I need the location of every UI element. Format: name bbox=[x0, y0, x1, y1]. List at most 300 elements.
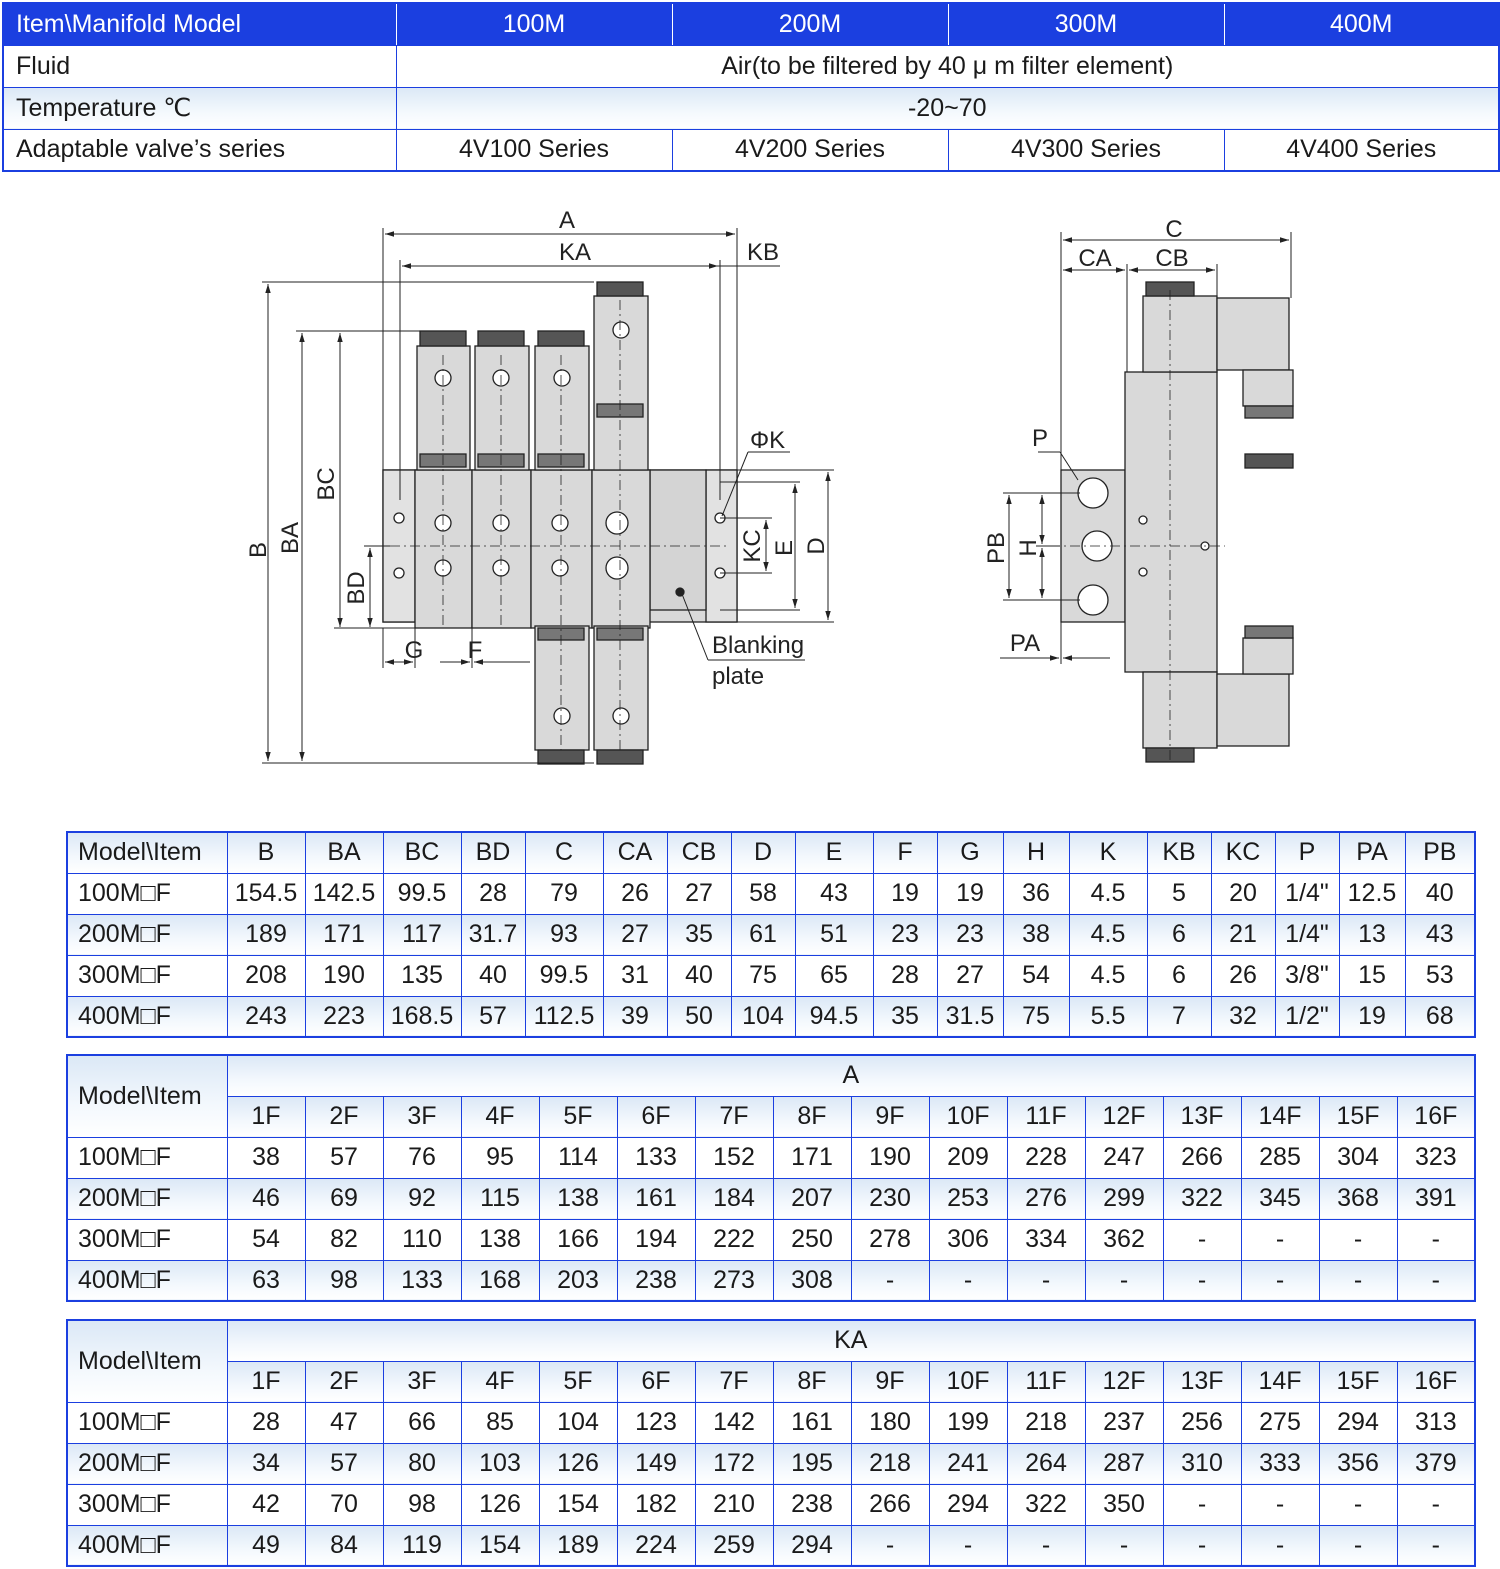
column-header: 5F bbox=[539, 1096, 617, 1137]
label-cb: CB bbox=[1155, 245, 1189, 272]
table-cell: 310 bbox=[1163, 1443, 1241, 1484]
table-cell: 54 bbox=[1003, 955, 1069, 996]
row-model: 400M□F bbox=[67, 996, 227, 1037]
label-phik: ΦK bbox=[750, 427, 786, 454]
table-cell: 58 bbox=[731, 873, 795, 914]
table-cell: 230 bbox=[851, 1178, 929, 1219]
table-cell: 308 bbox=[773, 1260, 851, 1301]
spec-fluid-label: Fluid bbox=[3, 45, 396, 87]
table-cell: 31 bbox=[603, 955, 667, 996]
table-row bbox=[67, 955, 1475, 996]
col-header: BD bbox=[461, 832, 525, 873]
column-header: 9F bbox=[851, 1361, 929, 1402]
table-cell: 190 bbox=[851, 1137, 929, 1178]
table-cell: 43 bbox=[1405, 914, 1475, 955]
label-d: D bbox=[803, 537, 830, 555]
table-cell: 171 bbox=[773, 1137, 851, 1178]
table-cell: 133 bbox=[617, 1137, 695, 1178]
table-cell: 103 bbox=[461, 1443, 539, 1484]
table-cell: 253 bbox=[929, 1178, 1007, 1219]
dimension-corner: Model\Item bbox=[67, 832, 227, 873]
table-cell: 218 bbox=[851, 1443, 929, 1484]
spec-row-fluid bbox=[3, 45, 1499, 87]
spec-series-100m: 4V100 Series bbox=[396, 129, 672, 171]
table-cell: - bbox=[851, 1260, 929, 1301]
table-cell: 138 bbox=[539, 1178, 617, 1219]
label-p: P bbox=[1031, 425, 1049, 452]
table-cell: 53 bbox=[1405, 955, 1475, 996]
table-cell: - bbox=[1397, 1219, 1475, 1260]
label-ba: BA bbox=[277, 521, 304, 555]
table-cell: 34 bbox=[227, 1443, 305, 1484]
table-row bbox=[67, 1402, 1475, 1443]
table-cell: 224 bbox=[617, 1525, 695, 1566]
a-dimension-table bbox=[66, 1054, 1476, 1302]
table-cell: 356 bbox=[1319, 1443, 1397, 1484]
col-header: C bbox=[525, 832, 603, 873]
table-cell: 189 bbox=[539, 1525, 617, 1566]
table-row bbox=[67, 1219, 1475, 1260]
side-coil-top bbox=[1143, 296, 1217, 372]
spec-series-300m: 4V300 Series bbox=[948, 129, 1224, 171]
spec-header-300m: 300M bbox=[948, 3, 1224, 45]
table-cell: 334 bbox=[1007, 1219, 1085, 1260]
table-cell: 294 bbox=[773, 1525, 851, 1566]
table-cell: - bbox=[1397, 1260, 1475, 1301]
table-cell: 161 bbox=[773, 1402, 851, 1443]
table-cell: 4.5 bbox=[1069, 873, 1147, 914]
label-pa: PA bbox=[1009, 630, 1041, 657]
table-cell: 76 bbox=[383, 1137, 461, 1178]
spec-header-item: Item\Manifold Model bbox=[3, 3, 396, 45]
column-header: 16F bbox=[1397, 1096, 1475, 1137]
table-row bbox=[67, 1137, 1475, 1178]
table-cell: 243 bbox=[227, 996, 305, 1037]
table-cell: 294 bbox=[929, 1484, 1007, 1525]
label-g: G bbox=[404, 637, 424, 664]
table-cell: 115 bbox=[461, 1178, 539, 1219]
table-cell: 259 bbox=[695, 1525, 773, 1566]
column-header: 12F bbox=[1085, 1096, 1163, 1137]
table-cell: - bbox=[1397, 1525, 1475, 1566]
table-cell: 207 bbox=[773, 1178, 851, 1219]
table-cell: 166 bbox=[539, 1219, 617, 1260]
a-title-row bbox=[67, 1055, 1475, 1096]
column-header: 6F bbox=[617, 1096, 695, 1137]
table-cell: 313 bbox=[1397, 1402, 1475, 1443]
table-cell: 80 bbox=[383, 1443, 461, 1484]
table-cell: 35 bbox=[667, 914, 731, 955]
table-cell: 69 bbox=[305, 1178, 383, 1219]
table-cell: 23 bbox=[937, 914, 1003, 955]
col-header: BC bbox=[383, 832, 461, 873]
table-cell: 40 bbox=[461, 955, 525, 996]
table-cell: 287 bbox=[1085, 1443, 1163, 1484]
side-view bbox=[1050, 282, 1293, 762]
valve-body-4 bbox=[592, 470, 650, 628]
a-title: A bbox=[227, 1055, 1475, 1096]
col-header: G bbox=[937, 832, 1003, 873]
a-column-row bbox=[67, 1096, 1475, 1137]
table-cell: 99.5 bbox=[383, 873, 461, 914]
table-cell: 38 bbox=[1003, 914, 1069, 955]
table-cell: 379 bbox=[1397, 1443, 1475, 1484]
spec-header-200m: 200M bbox=[672, 3, 948, 45]
table-cell: 65 bbox=[795, 955, 873, 996]
label-blanking: Blanking bbox=[712, 632, 805, 659]
table-cell: 93 bbox=[525, 914, 603, 955]
table-cell: 275 bbox=[1241, 1402, 1319, 1443]
row-model: 100M□F bbox=[67, 1137, 227, 1178]
table-cell: 112.5 bbox=[525, 996, 603, 1037]
table-cell: 237 bbox=[1085, 1402, 1163, 1443]
label-ca: CA bbox=[1078, 245, 1112, 272]
col-header: PA bbox=[1339, 832, 1405, 873]
col-header: K bbox=[1069, 832, 1147, 873]
table-cell: 49 bbox=[227, 1525, 305, 1566]
table-cell: 333 bbox=[1241, 1443, 1319, 1484]
table-cell: 95 bbox=[461, 1137, 539, 1178]
column-header: 3F bbox=[383, 1361, 461, 1402]
column-header: 16F bbox=[1397, 1361, 1475, 1402]
table-cell: 36 bbox=[1003, 873, 1069, 914]
table-cell: 19 bbox=[937, 873, 1003, 914]
label-h: H bbox=[1015, 539, 1042, 557]
table-cell: 31.5 bbox=[937, 996, 1003, 1037]
label-plate: plate bbox=[712, 663, 765, 690]
ka-title-row bbox=[67, 1320, 1475, 1361]
col-header: CA bbox=[603, 832, 667, 873]
table-cell: 79 bbox=[525, 873, 603, 914]
table-cell: 247 bbox=[1085, 1137, 1163, 1178]
table-cell: 228 bbox=[1007, 1137, 1085, 1178]
spec-row-temperature bbox=[3, 87, 1499, 129]
row-model: 200M□F bbox=[67, 1178, 227, 1219]
column-header: 14F bbox=[1241, 1361, 1319, 1402]
table-cell: 142 bbox=[695, 1402, 773, 1443]
column-header: 15F bbox=[1319, 1361, 1397, 1402]
table-cell: 306 bbox=[929, 1219, 1007, 1260]
label-b: B bbox=[245, 541, 272, 559]
table-cell: 266 bbox=[851, 1484, 929, 1525]
table-cell: 28 bbox=[461, 873, 525, 914]
column-header: 10F bbox=[929, 1361, 1007, 1402]
coil-top-1 bbox=[417, 346, 470, 470]
coil-cap-2 bbox=[478, 331, 524, 346]
col-header: H bbox=[1003, 832, 1069, 873]
label-a: A bbox=[558, 207, 576, 234]
table-cell: 199 bbox=[929, 1402, 1007, 1443]
table-cell: 98 bbox=[305, 1260, 383, 1301]
table-cell: 104 bbox=[539, 1402, 617, 1443]
table-cell: 26 bbox=[603, 873, 667, 914]
table-cell: 123 bbox=[617, 1402, 695, 1443]
table-cell: 323 bbox=[1397, 1137, 1475, 1178]
row-model: 100M□F bbox=[67, 1402, 227, 1443]
table-cell: 84 bbox=[305, 1525, 383, 1566]
table-cell: 190 bbox=[305, 955, 383, 996]
table-cell: 250 bbox=[773, 1219, 851, 1260]
coil-top-2 bbox=[475, 346, 529, 470]
table-cell: 5.5 bbox=[1069, 996, 1147, 1037]
table-row bbox=[67, 1525, 1475, 1566]
table-cell: 54 bbox=[227, 1219, 305, 1260]
column-header: 1F bbox=[227, 1361, 305, 1402]
column-header: 13F bbox=[1163, 1361, 1241, 1402]
column-header: 7F bbox=[695, 1096, 773, 1137]
table-cell: 222 bbox=[695, 1219, 773, 1260]
table-cell: 1/4" bbox=[1275, 914, 1339, 955]
table-cell: - bbox=[929, 1525, 1007, 1566]
table-cell: 189 bbox=[227, 914, 305, 955]
table-cell: - bbox=[1007, 1525, 1085, 1566]
col-header: BA bbox=[305, 832, 383, 873]
spec-temperature-label: Temperature ℃ bbox=[3, 87, 396, 129]
label-kc: KC bbox=[739, 529, 766, 563]
table-cell: 1/2" bbox=[1275, 996, 1339, 1037]
ka-dimension-table bbox=[66, 1319, 1476, 1567]
ka-title: KA bbox=[227, 1320, 1475, 1361]
valve-body-2 bbox=[472, 470, 531, 628]
column-header: 12F bbox=[1085, 1361, 1163, 1402]
column-header: 4F bbox=[461, 1361, 539, 1402]
coil-cap-3 bbox=[538, 331, 584, 346]
table-cell: 31.7 bbox=[461, 914, 525, 955]
table-cell: 46 bbox=[227, 1178, 305, 1219]
col-header: PB bbox=[1405, 832, 1475, 873]
table-cell: 322 bbox=[1163, 1178, 1241, 1219]
col-header: P bbox=[1275, 832, 1339, 873]
table-cell: 168.5 bbox=[383, 996, 461, 1037]
coil-cap-1 bbox=[420, 331, 466, 346]
spec-temperature-value: -20~70 bbox=[396, 87, 1499, 129]
table-row bbox=[67, 1178, 1475, 1219]
table-cell: 5 bbox=[1147, 873, 1211, 914]
column-header: 8F bbox=[773, 1361, 851, 1402]
table-cell: 50 bbox=[667, 996, 731, 1037]
table-row bbox=[67, 996, 1475, 1037]
table-cell: 4.5 bbox=[1069, 955, 1147, 996]
table-cell: 368 bbox=[1319, 1178, 1397, 1219]
table-cell: 75 bbox=[731, 955, 795, 996]
table-cell: 180 bbox=[851, 1402, 929, 1443]
col-header: E bbox=[795, 832, 873, 873]
spec-fluid-value: Air(to be filtered by 40 μ m filter element) bbox=[396, 45, 1499, 87]
column-header: 8F bbox=[773, 1096, 851, 1137]
table-cell: 92 bbox=[383, 1178, 461, 1219]
table-cell: 35 bbox=[873, 996, 937, 1037]
table-cell: 238 bbox=[773, 1484, 851, 1525]
table-cell: 99.5 bbox=[525, 955, 603, 996]
manifold-drawing bbox=[0, 180, 1500, 820]
spec-series-200m: 4V200 Series bbox=[672, 129, 948, 171]
col-header: D bbox=[731, 832, 795, 873]
table-cell: 21 bbox=[1211, 914, 1275, 955]
label-pb: PB bbox=[983, 531, 1010, 565]
table-cell: 210 bbox=[695, 1484, 773, 1525]
row-model: 200M□F bbox=[67, 914, 227, 955]
table-cell: 241 bbox=[929, 1443, 1007, 1484]
table-cell: 154 bbox=[461, 1525, 539, 1566]
table-cell: 161 bbox=[617, 1178, 695, 1219]
table-cell: 4.5 bbox=[1069, 914, 1147, 955]
spec-header-400m: 400M bbox=[1224, 3, 1499, 45]
row-model: 300M□F bbox=[67, 1219, 227, 1260]
table-cell: 209 bbox=[929, 1137, 1007, 1178]
table-cell: 47 bbox=[305, 1402, 383, 1443]
a-corner: Model\Item bbox=[67, 1055, 227, 1137]
table-cell: 43 bbox=[795, 873, 873, 914]
col-header: F bbox=[873, 832, 937, 873]
table-cell: 19 bbox=[873, 873, 937, 914]
table-cell: - bbox=[1319, 1525, 1397, 1566]
table-cell: 66 bbox=[383, 1402, 461, 1443]
table-cell: 294 bbox=[1319, 1402, 1397, 1443]
table-cell: 350 bbox=[1085, 1484, 1163, 1525]
table-cell: 1/4" bbox=[1275, 873, 1339, 914]
label-bd: BD bbox=[343, 571, 370, 605]
table-cell: 304 bbox=[1319, 1137, 1397, 1178]
table-cell: 15 bbox=[1339, 955, 1405, 996]
table-cell: 203 bbox=[539, 1260, 617, 1301]
table-cell: 195 bbox=[773, 1443, 851, 1484]
table-cell: 85 bbox=[461, 1402, 539, 1443]
table-cell: 238 bbox=[617, 1260, 695, 1301]
table-cell: 119 bbox=[383, 1525, 461, 1566]
column-header: 14F bbox=[1241, 1096, 1319, 1137]
table-cell: - bbox=[929, 1260, 1007, 1301]
label-bc: BC bbox=[313, 467, 340, 501]
table-cell: - bbox=[1163, 1525, 1241, 1566]
table-cell: 7 bbox=[1147, 996, 1211, 1037]
table-cell: 57 bbox=[461, 996, 525, 1037]
table-cell: - bbox=[1163, 1260, 1241, 1301]
side-connector-top bbox=[1217, 298, 1289, 370]
coil-cap-4 bbox=[597, 282, 643, 296]
table-cell: 264 bbox=[1007, 1443, 1085, 1484]
coil-bottom-4 bbox=[594, 626, 648, 750]
column-header: 5F bbox=[539, 1361, 617, 1402]
col-header: KC bbox=[1211, 832, 1275, 873]
coil-bottom-3 bbox=[535, 626, 589, 750]
table-cell: - bbox=[1319, 1484, 1397, 1525]
table-row bbox=[67, 873, 1475, 914]
table-cell: 276 bbox=[1007, 1178, 1085, 1219]
column-header: 4F bbox=[461, 1096, 539, 1137]
table-cell: 182 bbox=[617, 1484, 695, 1525]
table-cell: 223 bbox=[305, 996, 383, 1037]
table-cell: 28 bbox=[227, 1402, 305, 1443]
table-cell: - bbox=[1241, 1260, 1319, 1301]
dimension-table bbox=[66, 831, 1476, 1038]
table-cell: 27 bbox=[603, 914, 667, 955]
table-cell: 51 bbox=[795, 914, 873, 955]
table-cell: - bbox=[1085, 1260, 1163, 1301]
column-header: 10F bbox=[929, 1096, 1007, 1137]
table-cell: 42 bbox=[227, 1484, 305, 1525]
label-f: F bbox=[467, 637, 483, 664]
table-cell: 135 bbox=[383, 955, 461, 996]
table-cell: 19 bbox=[1339, 996, 1405, 1037]
table-cell: 391 bbox=[1397, 1178, 1475, 1219]
table-cell: 32 bbox=[1211, 996, 1275, 1037]
table-cell: 126 bbox=[461, 1484, 539, 1525]
column-header: 1F bbox=[227, 1096, 305, 1137]
table-cell: 28 bbox=[873, 955, 937, 996]
row-model: 100M□F bbox=[67, 873, 227, 914]
table-cell: 13 bbox=[1339, 914, 1405, 955]
table-cell: 82 bbox=[305, 1219, 383, 1260]
table-cell: 184 bbox=[695, 1178, 773, 1219]
table-cell: 3/8" bbox=[1275, 955, 1339, 996]
column-header: 13F bbox=[1163, 1096, 1241, 1137]
valve-body-3 bbox=[531, 470, 592, 628]
table-cell: 126 bbox=[539, 1443, 617, 1484]
dimension-header-row bbox=[67, 832, 1475, 873]
table-cell: 75 bbox=[1003, 996, 1069, 1037]
table-cell: 39 bbox=[603, 996, 667, 1037]
table-cell: 149 bbox=[617, 1443, 695, 1484]
row-model: 400M□F bbox=[67, 1260, 227, 1301]
table-cell: - bbox=[1241, 1219, 1319, 1260]
table-cell: 63 bbox=[227, 1260, 305, 1301]
table-cell: 6 bbox=[1147, 955, 1211, 996]
ka-column-row bbox=[67, 1361, 1475, 1402]
column-header: 7F bbox=[695, 1361, 773, 1402]
table-cell: 285 bbox=[1241, 1137, 1319, 1178]
table-row bbox=[67, 1484, 1475, 1525]
table-cell: - bbox=[851, 1525, 929, 1566]
table-cell: 172 bbox=[695, 1443, 773, 1484]
table-cell: 117 bbox=[383, 914, 461, 955]
table-cell: - bbox=[1319, 1260, 1397, 1301]
table-cell: 168 bbox=[461, 1260, 539, 1301]
table-cell: 142.5 bbox=[305, 873, 383, 914]
table-cell: 57 bbox=[305, 1137, 383, 1178]
table-cell: 27 bbox=[937, 955, 1003, 996]
row-model: 300M□F bbox=[67, 1484, 227, 1525]
spec-header-100m: 100M bbox=[396, 3, 672, 45]
table-cell: 27 bbox=[667, 873, 731, 914]
spec-row-series bbox=[3, 129, 1499, 171]
column-header: 15F bbox=[1319, 1096, 1397, 1137]
label-e: E bbox=[771, 539, 798, 557]
column-header: 9F bbox=[851, 1096, 929, 1137]
table-cell: 110 bbox=[383, 1219, 461, 1260]
table-cell: 38 bbox=[227, 1137, 305, 1178]
label-ka: KA bbox=[558, 239, 592, 266]
table-cell: - bbox=[1241, 1525, 1319, 1566]
table-cell: 256 bbox=[1163, 1402, 1241, 1443]
spec-series-400m: 4V400 Series bbox=[1224, 129, 1499, 171]
table-cell: 171 bbox=[305, 914, 383, 955]
column-header: 6F bbox=[617, 1361, 695, 1402]
side-valve-body bbox=[1125, 372, 1217, 672]
table-cell: - bbox=[1241, 1484, 1319, 1525]
table-cell: 208 bbox=[227, 955, 305, 996]
table-cell: 26 bbox=[1211, 955, 1275, 996]
table-cell: 322 bbox=[1007, 1484, 1085, 1525]
valve-body-1 bbox=[415, 470, 472, 628]
table-cell: 114 bbox=[539, 1137, 617, 1178]
table-row bbox=[67, 1443, 1475, 1484]
table-cell: 278 bbox=[851, 1219, 929, 1260]
side-coil-bottom bbox=[1143, 672, 1217, 748]
table-cell: 345 bbox=[1241, 1178, 1319, 1219]
table-cell: 273 bbox=[695, 1260, 773, 1301]
column-header: 2F bbox=[305, 1096, 383, 1137]
table-cell: 68 bbox=[1405, 996, 1475, 1037]
